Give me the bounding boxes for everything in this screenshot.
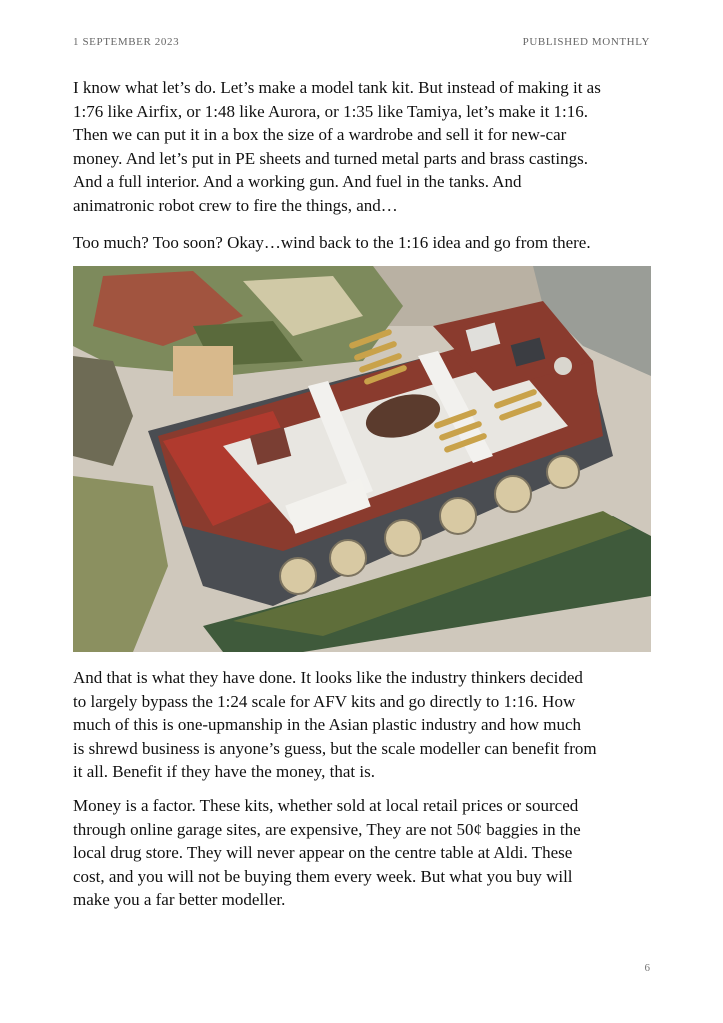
road-wheel <box>440 498 476 534</box>
body-paragraph-4: Money is a factor. These kits, whether sold at local retail prices or sourced through online garage sites, are expensive, They are not 50¢ baggies in the local drug store. They will never appear on the centre table at Aldi. These cost, and you will not be buying them every week. But what you buy will make you a far better modeller. <box>73 796 581 909</box>
body-paragraph-3: And that is what they have done. It looks like the industry thinkers decided to largely bypass the 1:24 scale for AFV kits and go directly to 1:16. How much of this is one-upmanship in the Asian plastic industry and how much is shrewd business is anyone’s guess, but the scale modeller can benefit from it all. Benefit if they have the money, that is. <box>73 668 597 781</box>
body-paragraph-1: I know what let’s do. Let’s make a model tank kit. But instead of making it as 1:76 like Airfix, or 1:48 like Aurora, or 1:35 like Tamiya, let’s make it 1:16. Then we can put it in a box the size of a wardrobe and sell it for new-car money. And let’s put in PE sheets and turned metal parts and brass castings. And a full interior. And a working gun. And fuel in the tanks. And animatronic robot crew to fire the things, and… <box>73 78 601 215</box>
page-number: 6 <box>644 962 650 974</box>
page-header <box>73 36 650 50</box>
road-wheel <box>280 558 316 594</box>
tank-model-illustration <box>73 266 651 652</box>
body-paragraph-2: Too much? Too soon? Okay…wind back to the 1:16 idea and go from there. <box>73 233 591 252</box>
road-wheel <box>385 520 421 556</box>
tank-model-photo <box>73 266 651 652</box>
road-wheel <box>330 540 366 576</box>
road-wheel <box>495 476 531 512</box>
engine-fan <box>554 357 572 375</box>
wooden-stand <box>173 346 233 396</box>
road-wheel <box>547 456 579 488</box>
publication-frequency: PUBLISHED MONTHLY <box>522 36 650 48</box>
issue-date: 1 SEPTEMBER 2023 <box>73 36 180 48</box>
